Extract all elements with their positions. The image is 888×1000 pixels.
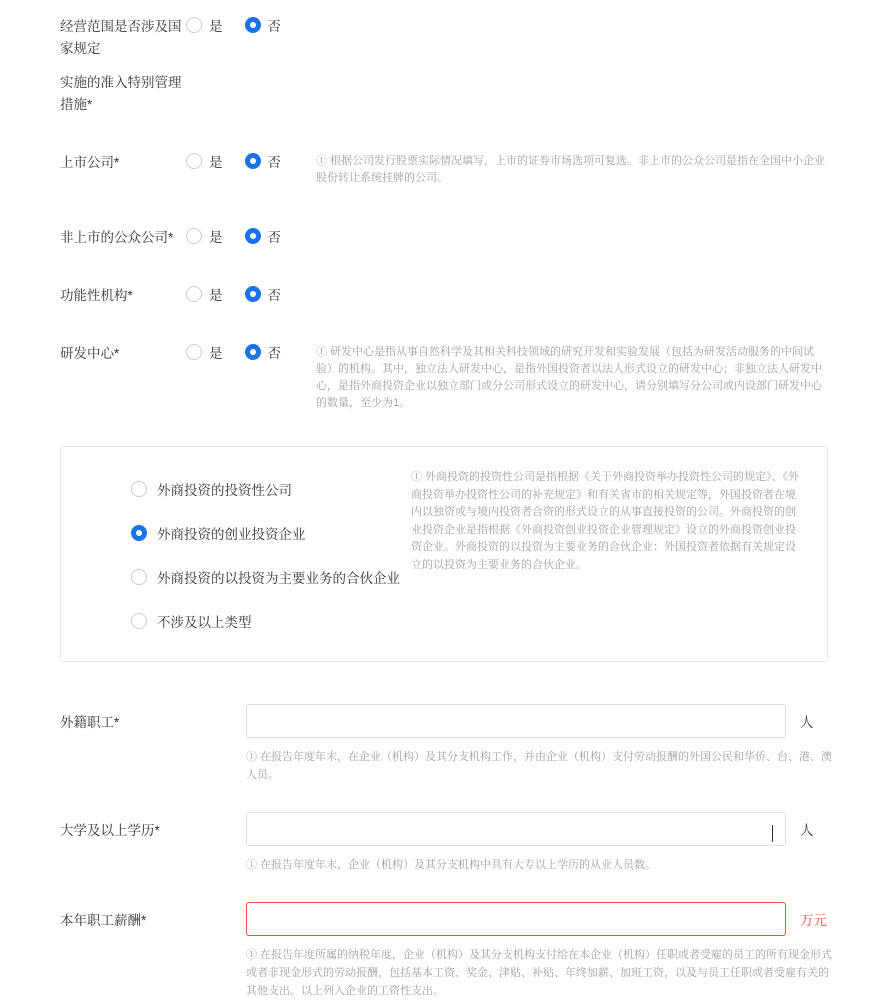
radio-circle-icon[interactable] xyxy=(131,481,147,497)
radio-group xyxy=(186,14,316,35)
input-label-text: 大学及以上学历 xyxy=(60,823,155,838)
radio-option-yes[interactable] xyxy=(186,284,223,304)
required-marker: * xyxy=(127,288,133,303)
input-unit: 人 xyxy=(800,715,814,730)
question-row-non-listed-public-company xyxy=(0,225,888,249)
radio-circle-icon[interactable] xyxy=(245,344,261,360)
input-label xyxy=(60,819,246,839)
radio-circle-icon[interactable] xyxy=(186,17,202,33)
radio-label: 是 xyxy=(209,288,223,303)
question-label-line1: 经营范围是否涉及国家规定 xyxy=(60,19,182,56)
input-label-text: 外籍职工 xyxy=(60,715,114,730)
foreign-employees-input[interactable] xyxy=(246,704,786,738)
radio-group xyxy=(186,341,316,362)
radio-circle-icon[interactable] xyxy=(131,569,147,585)
radio-circle-icon[interactable] xyxy=(245,286,261,302)
type-option-label: 外商投资的投资性公司 xyxy=(157,483,292,498)
question-label-text: 非上市的公众公司 xyxy=(60,230,168,245)
required-marker: * xyxy=(114,715,120,730)
type-option-investment-partnership[interactable] xyxy=(71,555,401,599)
question-row-functional-institution xyxy=(0,283,888,307)
radio-label: 是 xyxy=(209,155,223,170)
input-row-foreign-employees xyxy=(0,704,888,738)
text-cursor xyxy=(772,825,773,842)
input-label xyxy=(60,909,246,929)
annual-salary-input[interactable] xyxy=(246,902,786,936)
type-option-none[interactable] xyxy=(71,599,401,643)
input-hint: ① 在报告年度所属的纳税年度，企业（机构）及其分支机构支付给在本企业（机构）任职或者受雇的员工的所有现金形式或者非现金形式的劳动报酬，包括基本工资、奖金、津贴、补贴、年终加薪、加班工资，以及与员工任职或者受雇有关的其他支出。以上列入企业的工资性支出。 xyxy=(246,949,833,997)
input-row-annual-salary xyxy=(0,902,888,936)
question-hint xyxy=(316,14,888,17)
question-label-text: 上市公司 xyxy=(60,155,114,170)
radio-group xyxy=(186,150,316,171)
type-option-venture-capital[interactable] xyxy=(71,511,401,555)
form-page xyxy=(0,14,888,997)
input-unit: 人 xyxy=(800,823,814,838)
radio-option-yes[interactable] xyxy=(186,342,223,362)
radio-option-no[interactable] xyxy=(245,342,282,362)
question-hint: ① 根据公司发行股票实际情况填写，上市的证券市场选项可复选。非上市的公众公司是指在全国中小企业股份转让系统挂牌的公司。 xyxy=(316,155,826,184)
type-option-label: 不涉及以上类型 xyxy=(157,615,252,630)
radio-option-no[interactable] xyxy=(245,151,282,171)
type-option-label: 外商投资的以投资为主要业务的合伙企业 xyxy=(157,571,400,586)
radio-group xyxy=(186,225,316,246)
radio-group xyxy=(186,283,316,304)
question-label-line2: 实施的准入特别管理措施* xyxy=(60,75,182,112)
radio-option-no[interactable] xyxy=(245,226,282,246)
required-marker: * xyxy=(141,913,147,928)
question-row-rnd-center xyxy=(0,341,888,412)
radio-circle-icon[interactable] xyxy=(186,344,202,360)
question-label xyxy=(0,225,186,249)
radio-circle-icon[interactable] xyxy=(186,153,202,169)
type-option-label: 外商投资的创业投资企业 xyxy=(157,527,306,542)
investment-type-radio-group xyxy=(61,467,401,643)
radio-label: 否 xyxy=(267,288,281,303)
input-hint: ① 在报告年度年末，企业（机构）及其分支机构中具有大专以上学历的从业人员数。 xyxy=(246,859,657,871)
radio-circle-icon[interactable] xyxy=(186,286,202,302)
radio-circle-icon[interactable] xyxy=(245,153,261,169)
input-row-college-degree xyxy=(0,812,888,846)
input-label-text: 本年职工薪酬 xyxy=(60,913,141,928)
question-hint: ① 研发中心是指从事自然科学及其相关科技领域的研究开发和实验发展（包括为研发活动服务的中间试验）的机构。其中，独立法人研发中心，是指外国投资者以法人形式设立的研发中心；非独立法人研发中心，是指外商投资企业以独立部门或分公司形式设立的研发中心，请分别填写分公司或内设部门研发中心的数量，至少为1。 xyxy=(316,346,822,409)
question-hint xyxy=(316,225,888,228)
question-label xyxy=(0,283,186,307)
required-marker: * xyxy=(154,823,160,838)
investment-type-panel xyxy=(60,446,828,662)
input-unit: 万元 xyxy=(800,913,827,928)
question-row-scope-special-measures xyxy=(0,14,888,116)
radio-label: 否 xyxy=(267,230,281,245)
radio-option-yes[interactable] xyxy=(186,226,223,246)
investment-type-hint: ① 外商投资的投资性公司是指根据《关于外商投资举办投资性公司的规定》、《外商投资举办投资性公司的补充规定》和有关省市的相关规定等，外国投资者在境内以独资或与境内投资者合资的形式设立的从事直接投资的公司。外商投资的创业投资企业是指根据《外商投资创业投资企业管理规定》设立的外商投资创业投资企业。外商投资的以投资为主要业务的合伙企业：外国投资者依据有关规定设立的以投资为主要业务的合伙企业。 xyxy=(411,471,800,571)
question-label xyxy=(0,14,186,116)
radio-option-no[interactable] xyxy=(245,15,282,35)
radio-circle-icon[interactable] xyxy=(131,613,147,629)
radio-label: 是 xyxy=(209,19,223,34)
required-marker: * xyxy=(168,230,174,245)
question-row-listed-company xyxy=(0,150,888,187)
question-label-text: 功能性机构 xyxy=(60,288,128,303)
college-degree-input[interactable] xyxy=(246,812,786,846)
question-label xyxy=(0,150,186,174)
required-marker: * xyxy=(114,346,120,361)
radio-option-yes[interactable] xyxy=(186,151,223,171)
type-option-investment-company[interactable] xyxy=(71,467,401,511)
radio-label: 否 xyxy=(267,19,281,34)
radio-circle-icon[interactable] xyxy=(245,228,261,244)
radio-label: 否 xyxy=(267,155,281,170)
radio-circle-icon[interactable] xyxy=(131,525,147,541)
question-label xyxy=(0,341,186,365)
radio-option-yes[interactable] xyxy=(186,15,223,35)
input-label xyxy=(60,711,246,731)
input-hint: ① 在报告年度年末，在企业（机构）及其分支机构工作，并由企业（机构）支付劳动报酬的外国公民和华侨、台、港、澳人员。 xyxy=(246,751,833,781)
radio-label: 否 xyxy=(267,346,281,361)
radio-label: 是 xyxy=(209,230,223,245)
radio-circle-icon[interactable] xyxy=(245,17,261,33)
question-label-text: 研发中心 xyxy=(60,346,114,361)
radio-label: 是 xyxy=(209,346,223,361)
radio-circle-icon[interactable] xyxy=(186,228,202,244)
radio-option-no[interactable] xyxy=(245,284,282,304)
question-hint xyxy=(316,283,888,286)
required-marker: * xyxy=(114,155,120,170)
